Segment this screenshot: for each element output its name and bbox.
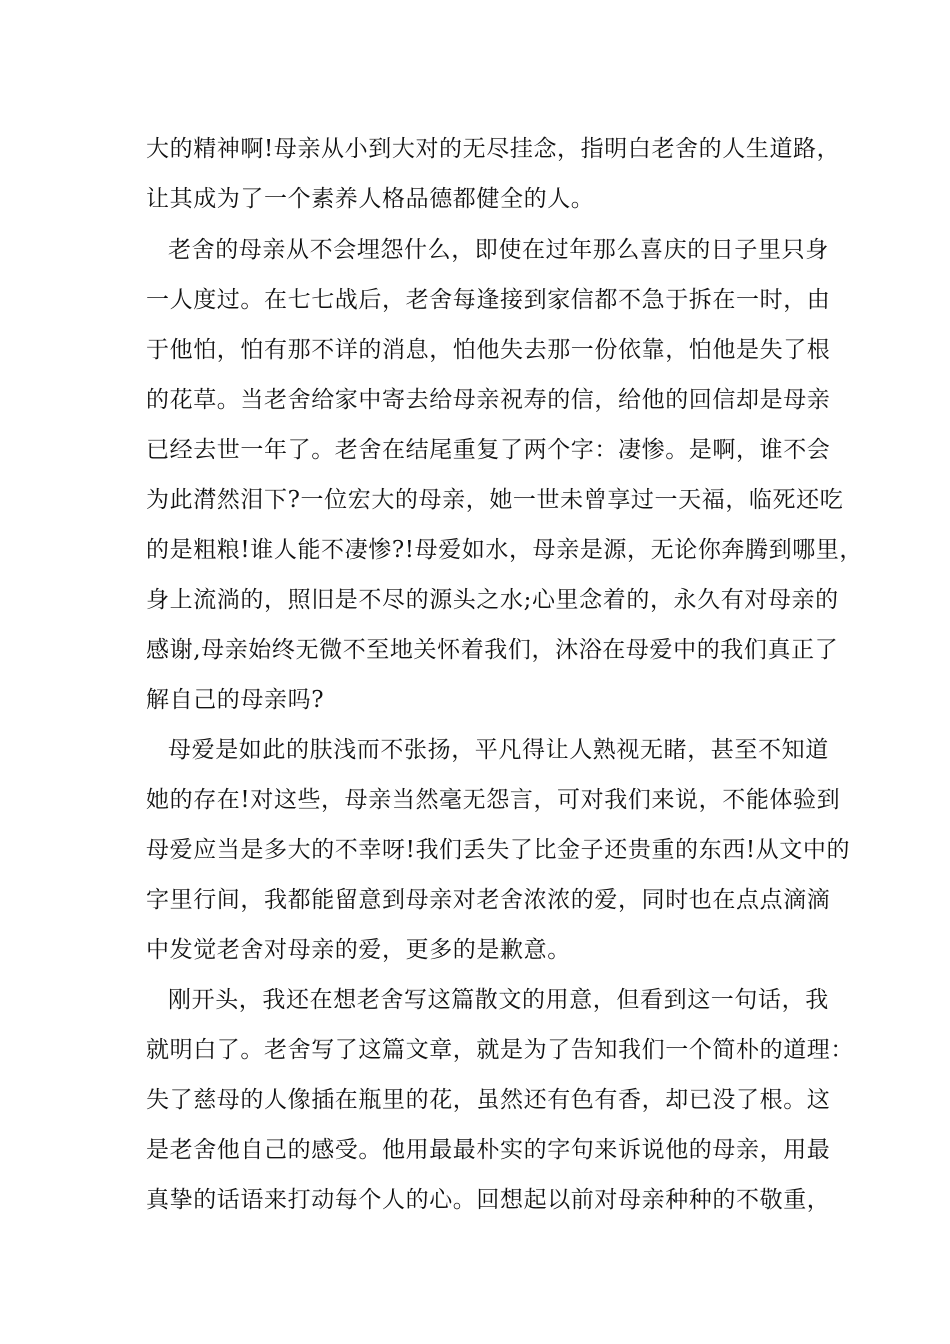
text-line: 让其成为了一个素养人格品德都健全的人。 — [146, 186, 595, 212]
text-line: 真挚的话语来打动每个人的心。回想起以前对母亲种种的不敬重， — [146, 1187, 831, 1213]
paragraph-first-line: 刚开头，我还在想老舍写这篇散文的用意，但看到这一句话，我 — [168, 987, 829, 1013]
text-line: 身上流淌的，照旧是不尽的源头之水;心里念着的，永久有对母亲的 — [146, 587, 839, 613]
text-line: 她的存在!对这些，母亲当然毫无怨言，可对我们来说，不能体验到 — [146, 787, 841, 813]
text-line: 就明白了。老舍写了这篇文章，就是为了告知我们一个简朴的道理： — [146, 1037, 854, 1063]
text-line: 解自己的母亲吗? — [146, 687, 325, 713]
text-line: 母爱应当是多大的不幸呀!我们丢失了比金子还贵重的东西!从文中的 — [146, 837, 851, 863]
text-line: 为此潸然泪下?一位宏大的母亲，她一世未曾享过一天福，临死还吃 — [146, 487, 844, 513]
text-line: 字里行间，我都能留意到母亲对老舍浓浓的爱，同时也在点点滴滴 — [146, 887, 831, 913]
text-line: 失了慈母的人像插在瓶里的花，虽然还有色有香，却已没了根。这 — [146, 1087, 831, 1113]
text-line: 的是粗粮!谁人能不凄惨?!母爱如水，母亲是源，无论你奔腾到哪里， — [146, 537, 864, 563]
text-line: 于他怕，怕有那不详的消息，怕他失去那一份依靠，怕他是失了根 — [146, 337, 831, 363]
text-line: 的花草。当老舍给家中寄去给母亲祝寿的信，给他的回信却是母亲 — [146, 387, 831, 413]
paragraph-first-line: 母爱是如此的肤浅而不张扬，平凡得让人熟视无睹，甚至不知道 — [168, 737, 829, 763]
text-line: 是老舍他自己的感受。他用最最朴实的字句来诉说他的母亲，用最 — [146, 1137, 831, 1163]
text-line: 感谢,母亲始终无微不至地关怀着我们，沐浴在母爱中的我们真正了 — [146, 637, 839, 663]
text-line: 已经去世一年了。老舍在结尾重复了两个字：凄惨。是啊，谁不会 — [146, 437, 831, 463]
text-line: 中发觉老舍对母亲的爱，更多的是歉意。 — [146, 937, 571, 963]
paragraph-first-line: 老舍的母亲从不会埋怨什么，即使在过年那么喜庆的日子里只身 — [168, 237, 829, 263]
text-line: 大的精神啊!母亲从小到大对的无尽挂念，指明白老舍的人生道路， — [146, 136, 841, 162]
text-line: 一人度过。在七七战后，老舍每逢接到家信都不急于拆在一时，由 — [146, 287, 831, 313]
